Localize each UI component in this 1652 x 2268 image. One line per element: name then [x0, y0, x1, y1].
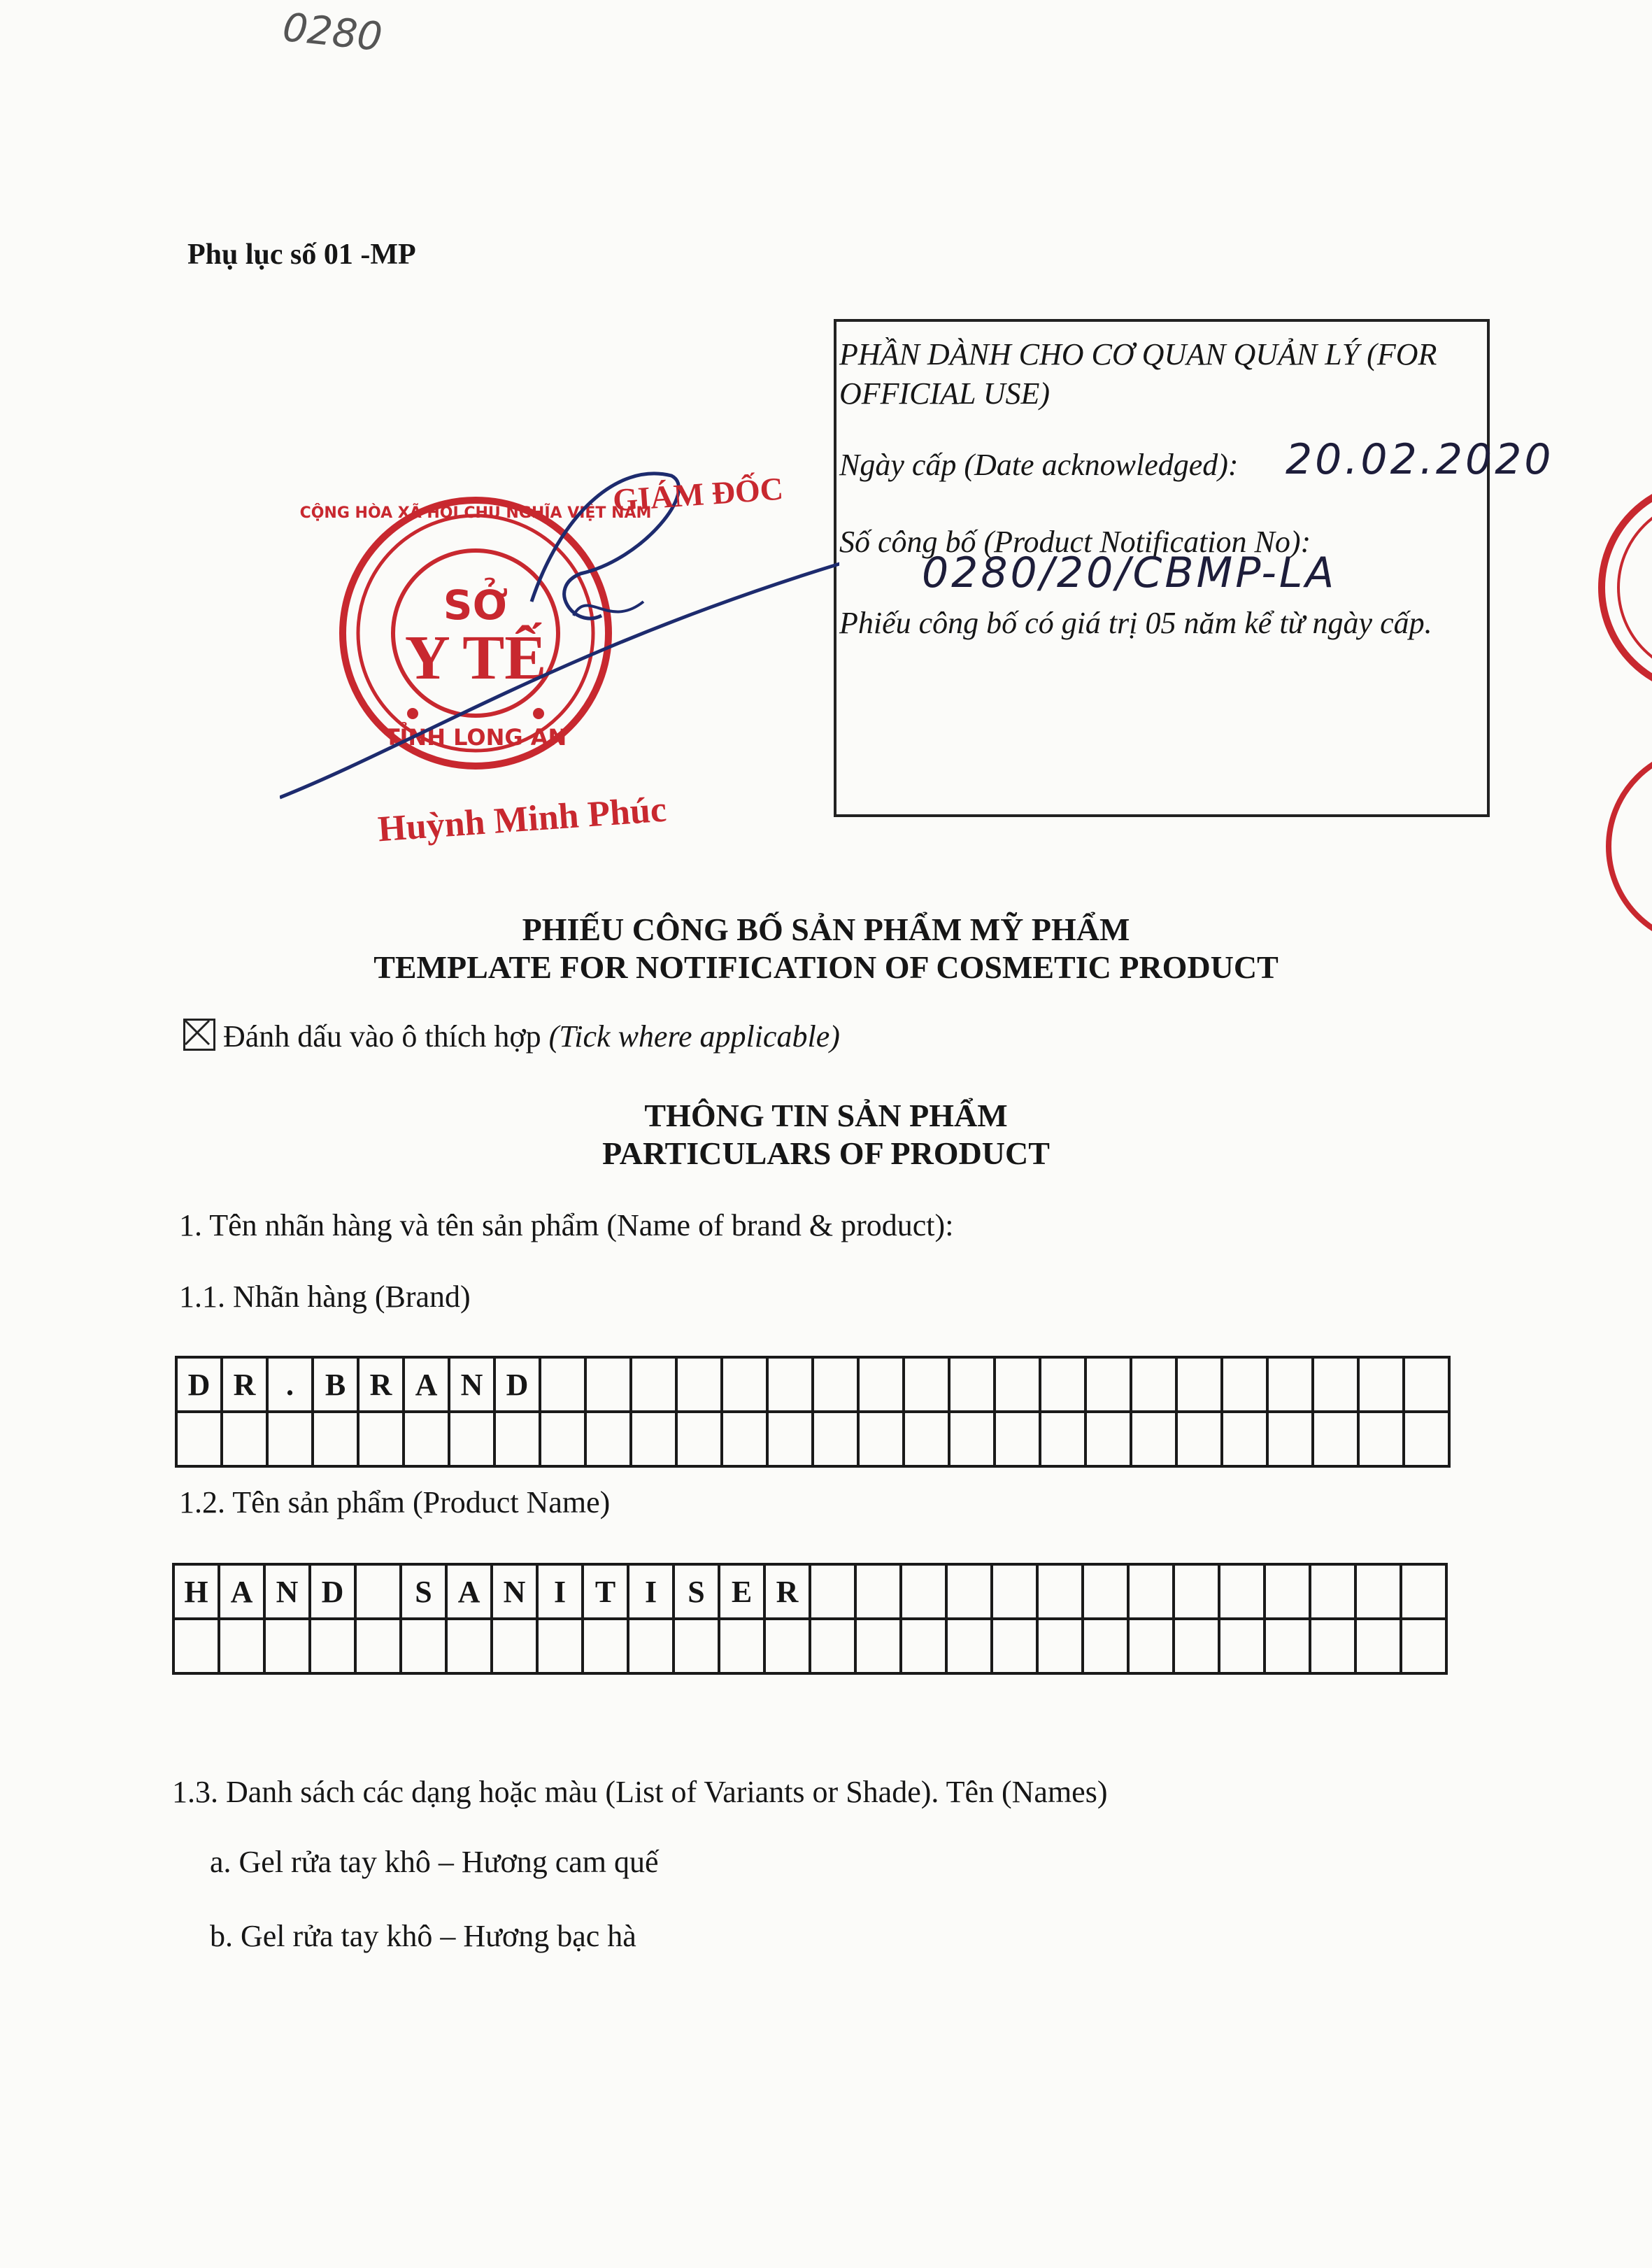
product-cell — [1310, 1619, 1355, 1673]
variant-item-a: a. Gel rửa tay khô – Hương cam quế — [210, 1845, 659, 1879]
product-cell — [1174, 1619, 1219, 1673]
product-cell — [1219, 1564, 1265, 1619]
handwritten-number: 0280 — [280, 4, 385, 61]
brand-cell — [1404, 1357, 1449, 1412]
product-cell — [946, 1619, 992, 1673]
date-acknowledged-value: 20.02.2020 — [1286, 435, 1554, 484]
brand-cell — [1222, 1357, 1267, 1412]
product-cell — [1355, 1619, 1401, 1673]
brand-cell — [313, 1412, 358, 1466]
checked-box-icon — [183, 1019, 215, 1051]
brand-cell — [1085, 1357, 1131, 1412]
brand-cell: A — [404, 1357, 449, 1412]
brand-cell — [813, 1357, 858, 1412]
product-grid-row-empty — [173, 1619, 1446, 1673]
document-title-en: TEMPLATE FOR NOTIFICATION OF COSMETIC PRODUCT — [373, 949, 1279, 985]
seal-center-line1: SỞ — [443, 581, 508, 629]
brand-cell — [176, 1412, 222, 1466]
document-title-vi: PHIẾU CÔNG BỐ SẢN PHẨM MỸ PHẨM — [522, 912, 1130, 947]
brand-cell — [858, 1357, 904, 1412]
brand-cell — [267, 1412, 313, 1466]
product-grid-row — [173, 1564, 1446, 1619]
seal-center-line2: Y TẾ — [404, 623, 547, 693]
brand-cell — [995, 1357, 1040, 1412]
official-heading-line1: PHẦN DÀNH CHO CƠ QUAN QUẢN LÝ (FOR — [839, 337, 1437, 371]
product-cell — [355, 1564, 401, 1619]
brand-cell — [1313, 1412, 1358, 1466]
brand-cell — [1404, 1412, 1449, 1466]
brand-cell — [813, 1412, 858, 1466]
product-cell — [810, 1564, 855, 1619]
product-cell — [674, 1619, 719, 1673]
brand-cell — [1222, 1412, 1267, 1466]
partial-seal-right — [1581, 483, 1652, 944]
brand-cell: B — [313, 1357, 358, 1412]
product-cell — [1037, 1564, 1083, 1619]
product-cell: S — [674, 1564, 719, 1619]
product-cell — [901, 1619, 946, 1673]
brand-cell — [1267, 1412, 1313, 1466]
item-1-3: 1.3. Danh sách các dạng hoặc màu (List of Variants or Shade). Tên (Names) — [172, 1775, 1108, 1809]
brand-cell — [1131, 1357, 1176, 1412]
tick-note — [183, 1019, 840, 1054]
brand-grid-row — [176, 1357, 1449, 1412]
brand-cell — [767, 1412, 813, 1466]
product-cell — [628, 1619, 674, 1673]
brand-cell — [449, 1412, 494, 1466]
product-cell — [1265, 1619, 1310, 1673]
brand-cell: R — [358, 1357, 404, 1412]
annex-label: Phụ lục số 01 -MP — [187, 239, 416, 271]
brand-cell — [1176, 1357, 1222, 1412]
brand-cell — [631, 1412, 676, 1466]
official-heading-line2: OFFICIAL USE) — [839, 376, 1051, 411]
product-cell: R — [764, 1564, 810, 1619]
stamp-title: GIÁM ĐỐC — [611, 470, 785, 518]
product-cell: D — [310, 1564, 355, 1619]
brand-cell — [1176, 1412, 1222, 1466]
brand-cell — [1267, 1357, 1313, 1412]
section-title-vi: THÔNG TIN SẢN PHẨM — [644, 1098, 1008, 1133]
brand-cell — [858, 1412, 904, 1466]
product-cell — [719, 1619, 764, 1673]
brand-cell: D — [176, 1357, 222, 1412]
product-cell — [219, 1619, 264, 1673]
product-cell — [1037, 1619, 1083, 1673]
product-cell: T — [583, 1564, 628, 1619]
brand-cell — [1131, 1412, 1176, 1466]
brand-cell — [676, 1412, 722, 1466]
brand-cell — [1358, 1357, 1404, 1412]
product-cell — [1219, 1619, 1265, 1673]
product-cell — [810, 1619, 855, 1673]
brand-cell — [1040, 1357, 1085, 1412]
notification-number-value: 0280/20/CBMP-LA — [922, 548, 1337, 597]
brand-grid-row-empty — [176, 1412, 1449, 1466]
product-cell — [1355, 1564, 1401, 1619]
section-title-en: PARTICULARS OF PRODUCT — [602, 1135, 1050, 1171]
tick-note-en: (Tick where applicable) — [548, 1019, 840, 1054]
brand-cell: R — [222, 1357, 267, 1412]
brand-cell: D — [494, 1357, 540, 1412]
brand-cell — [904, 1357, 949, 1412]
product-cell — [1174, 1564, 1219, 1619]
brand-cell — [722, 1412, 767, 1466]
product-cell — [1310, 1564, 1355, 1619]
brand-cell — [767, 1357, 813, 1412]
product-cell: I — [628, 1564, 674, 1619]
brand-cell — [358, 1412, 404, 1466]
product-cell: S — [401, 1564, 446, 1619]
brand-cell — [585, 1412, 631, 1466]
seal-bottom-text: TỈNH LONG AN — [384, 724, 567, 751]
brand-cell — [222, 1412, 267, 1466]
product-cell: N — [264, 1564, 310, 1619]
product-cell: A — [446, 1564, 492, 1619]
notification-number-label: Số công bố (Product Notification No): — [839, 525, 1311, 559]
brand-cell — [949, 1412, 995, 1466]
product-cell: E — [719, 1564, 764, 1619]
validity-note: Phiếu công bố có giá trị 05 năm kể từ ngày cấp. — [839, 606, 1432, 640]
product-cell: N — [492, 1564, 537, 1619]
brand-cell — [904, 1412, 949, 1466]
brand-cell — [540, 1412, 585, 1466]
brand-cell — [1085, 1412, 1131, 1466]
product-cell — [1265, 1564, 1310, 1619]
brand-cell — [676, 1357, 722, 1412]
brand-cell: N — [449, 1357, 494, 1412]
product-cell — [1083, 1619, 1128, 1673]
product-grid — [172, 1563, 1448, 1675]
brand-cell — [404, 1412, 449, 1466]
product-cell — [901, 1564, 946, 1619]
brand-cell — [494, 1412, 540, 1466]
product-cell — [1401, 1564, 1446, 1619]
product-cell — [264, 1619, 310, 1673]
product-cell: I — [537, 1564, 583, 1619]
product-cell — [992, 1564, 1037, 1619]
product-cell — [310, 1619, 355, 1673]
product-cell — [401, 1619, 446, 1673]
brand-cell — [1040, 1412, 1085, 1466]
product-cell — [992, 1619, 1037, 1673]
brand-cell — [540, 1357, 585, 1412]
product-cell — [764, 1619, 810, 1673]
date-acknowledged-label: Ngày cấp (Date acknowledged): — [839, 448, 1239, 482]
item-1-2: 1.2. Tên sản phẩm (Product Name) — [179, 1485, 611, 1519]
brand-cell — [585, 1357, 631, 1412]
variant-item-b: b. Gel rửa tay khô – Hương bạc hà — [210, 1919, 636, 1953]
product-cell — [946, 1564, 992, 1619]
brand-cell — [995, 1412, 1040, 1466]
product-cell — [855, 1564, 901, 1619]
brand-cell — [1313, 1357, 1358, 1412]
product-cell — [1401, 1619, 1446, 1673]
product-cell — [855, 1619, 901, 1673]
item-1: 1. Tên nhãn hàng và tên sản phẩm (Name of brand & product): — [179, 1208, 954, 1242]
product-cell — [537, 1619, 583, 1673]
brand-cell — [1358, 1412, 1404, 1466]
product-cell — [1128, 1564, 1174, 1619]
brand-grid — [175, 1356, 1451, 1468]
brand-cell — [949, 1357, 995, 1412]
brand-cell — [631, 1357, 676, 1412]
product-cell — [1128, 1619, 1174, 1673]
seal-ring-text: CỘNG HÒA XÃ HỘI CHỦ NGHĨA VIỆT NAM — [299, 504, 652, 522]
product-cell — [583, 1619, 628, 1673]
product-cell: A — [219, 1564, 264, 1619]
tick-note-vi: Đánh dấu vào ô thích hợp — [223, 1019, 541, 1054]
brand-cell — [722, 1357, 767, 1412]
item-1-1: 1.1. Nhãn hàng (Brand) — [179, 1280, 471, 1314]
brand-cell: . — [267, 1357, 313, 1412]
product-cell: H — [173, 1564, 219, 1619]
product-cell — [173, 1619, 219, 1673]
product-cell — [492, 1619, 537, 1673]
product-cell — [446, 1619, 492, 1673]
product-cell — [1083, 1564, 1128, 1619]
product-cell — [355, 1619, 401, 1673]
signer-name: Huỳnh Minh Phúc — [376, 789, 668, 850]
